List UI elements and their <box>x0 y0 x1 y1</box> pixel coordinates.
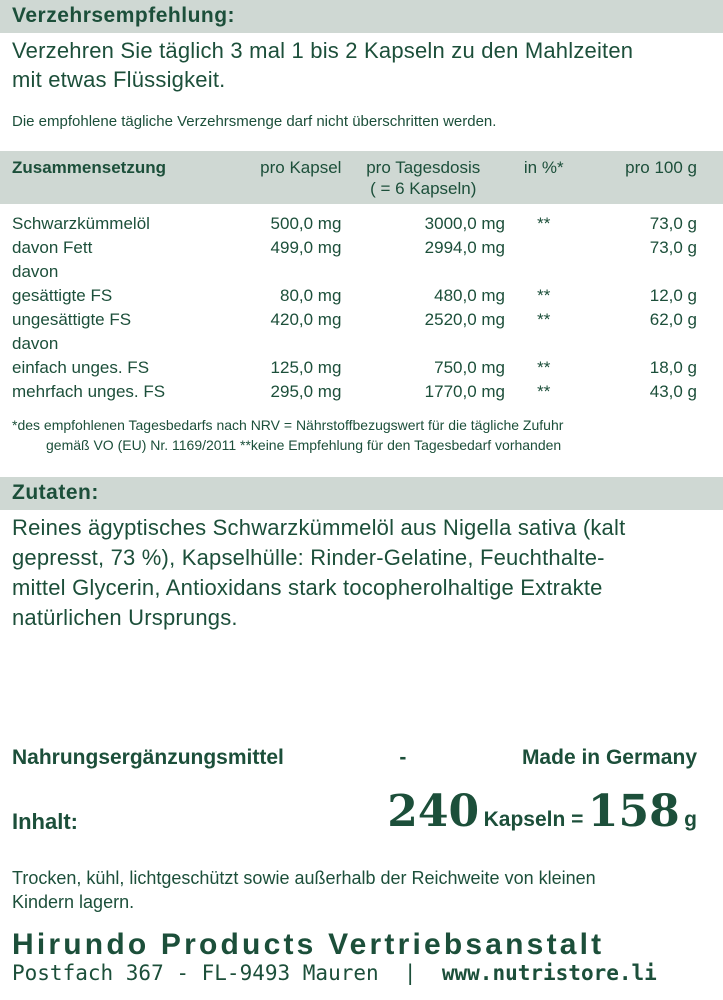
verzehr-text: Verzehren Sie täglich 3 mal 1 bis 2 Kapseln zu den Mahlzeiten mit etwas Flüssigkeit. <box>12 38 634 92</box>
cell-name: einfach unges. FS <box>12 358 150 377</box>
cell-per-dose: 3000,0 mg <box>424 214 506 233</box>
table-row <box>0 284 723 308</box>
col-header-per-dose: pro Tagesdosis ( = 6 Kapseln) <box>366 158 481 198</box>
product-origin: Made in Germany <box>521 746 697 769</box>
cell-percent: ** <box>537 214 551 233</box>
cell-percent: ** <box>537 286 551 305</box>
col-header-percent: in %* <box>523 158 564 177</box>
cell-per-capsule: 499,0 mg <box>270 238 342 257</box>
zutaten-heading-band <box>0 477 723 510</box>
cell-per-100g: 18,0 g <box>649 358 697 377</box>
cell-per-dose: 750,0 mg <box>434 358 506 377</box>
cell-name: ungesättigte FS <box>12 310 132 329</box>
verzehr-heading: Verzehrsempfehlung: <box>12 4 236 27</box>
nutrition-table <box>0 151 723 404</box>
table-footnote-2: gemäß VO (EU) Nr. 1169/2011 **keine Empfehlung für den Tagesbedarf vorhanden <box>46 437 562 453</box>
cell-per-100g: 43,0 g <box>649 382 697 401</box>
cell-per-100g <box>582 260 723 284</box>
cell-name: davon <box>12 262 59 281</box>
cell-name: davon <box>12 334 59 353</box>
cell-per-dose: 1770,0 mg <box>424 382 506 401</box>
cell-percent <box>505 236 582 260</box>
cell-percent: ** <box>537 310 551 329</box>
storage-instructions: Trocken, kühl, lichtgeschützt sowie außerhalb der Reichweite von kleinen Kindern lagern. <box>12 868 596 912</box>
content-line <box>12 787 697 837</box>
verzehr-warning: Die empfohlene tägliche Verzehrsmenge darf nicht überschritten werden. <box>12 113 497 130</box>
cell-per-capsule: 295,0 mg <box>270 382 342 401</box>
company-name: Hirundo Products Vertriebsanstalt <box>12 928 605 961</box>
cell-per-capsule: 125,0 mg <box>270 358 342 377</box>
cell-percent <box>505 260 582 284</box>
product-type-line <box>12 746 697 770</box>
table-row <box>0 212 723 236</box>
content-label: Inhalt: <box>12 809 78 834</box>
cell-per-100g: 12,0 g <box>649 286 697 305</box>
table-row <box>0 260 723 284</box>
cell-per-100g: 73,0 g <box>649 238 697 257</box>
cell-per-dose: 2994,0 mg <box>424 238 506 257</box>
cell-per-capsule <box>225 332 341 356</box>
cell-per-capsule <box>225 260 341 284</box>
company-address: Postfach 367 - FL-9493 Mauren | <box>12 961 442 985</box>
table-row <box>0 380 723 404</box>
cell-per-capsule: 80,0 mg <box>280 286 342 305</box>
cell-per-dose: 2520,0 mg <box>424 310 506 329</box>
cell-name: davon Fett <box>12 238 93 257</box>
company-address-line <box>12 961 657 985</box>
cell-per-capsule: 420,0 mg <box>270 310 342 329</box>
cell-per-100g <box>582 332 723 356</box>
table-row <box>0 356 723 380</box>
net-weight: 158 <box>587 786 680 837</box>
table-row <box>0 308 723 332</box>
cell-per-100g: 73,0 g <box>649 214 697 233</box>
cell-name: mehrfach unges. FS <box>12 382 166 401</box>
table-row <box>0 332 723 356</box>
cell-per-dose: 480,0 mg <box>434 286 506 305</box>
col-header-name: Zusammensetzung <box>12 158 166 177</box>
cell-name: Schwarzkümmelöl <box>12 214 150 233</box>
cell-percent: ** <box>537 382 551 401</box>
table-footnote-1: *des empfohlenen Tagesbedarfs nach NRV = Nährstoffbezugswert für die tägliche Zufuhr <box>12 417 564 433</box>
company-website: www.nutristore.li <box>441 961 657 985</box>
table-row <box>0 236 723 260</box>
product-dash: - <box>399 746 407 769</box>
capsule-count: 240 <box>387 786 480 837</box>
product-type: Nahrungsergänzungsmittel <box>12 746 284 769</box>
col-header-per-100g: pro 100 g <box>625 158 697 177</box>
zutaten-text: Reines ägyptisches Schwarzkümmelöl aus Nigella sativa (kalt gepresst, 73 %), Kapselhülle: Rinder-Gelatine, Feuchthalte- mittel Glycerin, Antioxidans stark tocopherolhaltige Extrakte natürlichen Ursprungs. <box>12 515 626 630</box>
content-value <box>387 786 697 837</box>
cell-name: gesättigte FS <box>12 286 113 305</box>
nutrition-table-header <box>0 151 723 204</box>
capsule-unit: Kapseln = <box>483 808 584 831</box>
zutaten-heading: Zutaten: <box>12 481 99 504</box>
cell-per-dose <box>341 332 505 356</box>
weight-unit: g <box>684 808 697 831</box>
cell-per-capsule: 500,0 mg <box>270 214 342 233</box>
cell-percent: ** <box>537 358 551 377</box>
cell-per-100g: 62,0 g <box>649 310 697 329</box>
cell-per-dose <box>341 260 505 284</box>
col-header-per-capsule: pro Kapsel <box>260 158 342 177</box>
cell-percent <box>505 332 582 356</box>
